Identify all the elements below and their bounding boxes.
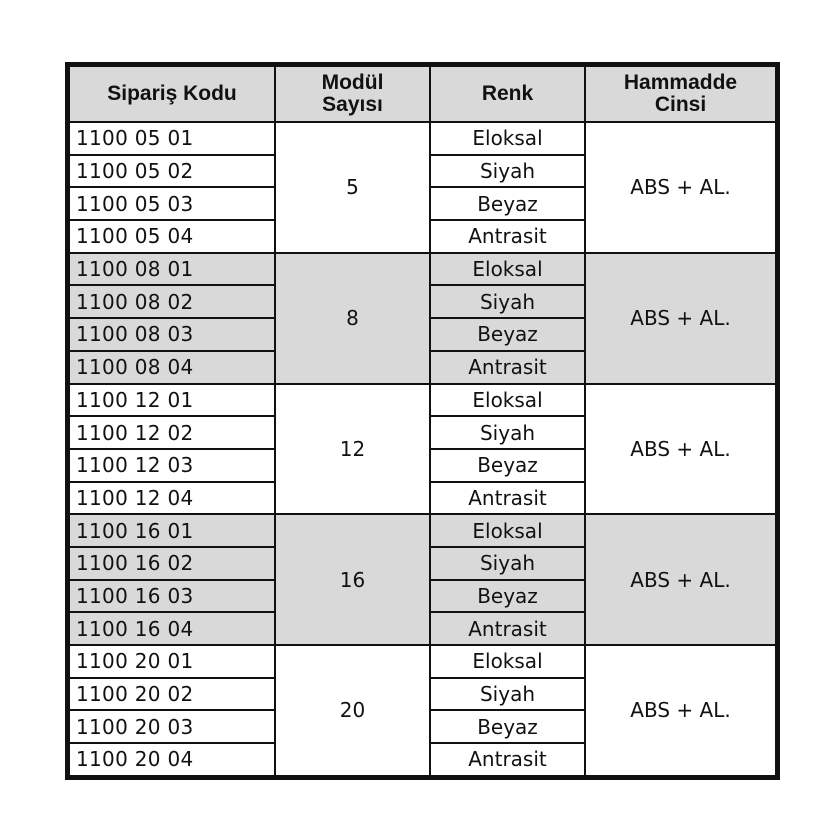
header-material [585, 66, 776, 122]
color-cell: Beyaz [430, 187, 585, 220]
order-code-cell: 1100 05 02 [69, 155, 275, 188]
table-row [69, 122, 776, 155]
order-code-cell: 1100 20 02 [69, 678, 275, 711]
order-code-cell: 1100 12 02 [69, 416, 275, 449]
order-code-cell: 1100 16 01 [69, 514, 275, 547]
table-header [69, 66, 776, 122]
color-cell: Eloksal [430, 645, 585, 678]
color-cell: Beyaz [430, 318, 585, 351]
color-cell: Beyaz [430, 580, 585, 613]
order-code-cell: 1100 05 03 [69, 187, 275, 220]
color-cell: Beyaz [430, 710, 585, 743]
color-cell: Antrasit [430, 743, 585, 776]
module-count-cell: 8 [275, 253, 430, 384]
product-table [68, 65, 777, 777]
color-cell: Siyah [430, 678, 585, 711]
order-code-cell: 1100 16 04 [69, 612, 275, 645]
header-material-line1: Hammadde [623, 71, 738, 94]
order-code-cell: 1100 08 04 [69, 351, 275, 384]
order-code-cell: 1100 12 04 [69, 482, 275, 515]
header-module-line1: Modül [321, 71, 384, 94]
color-cell: Siyah [430, 547, 585, 580]
header-module-count [275, 66, 430, 122]
material-cell: ABS + AL. [585, 122, 776, 253]
order-code-cell: 1100 05 01 [69, 122, 275, 155]
color-cell: Eloksal [430, 384, 585, 417]
color-cell: Antrasit [430, 612, 585, 645]
order-code-cell: 1100 20 03 [69, 710, 275, 743]
table-row [69, 645, 776, 678]
order-code-cell: 1100 20 04 [69, 743, 275, 776]
module-count-cell: 12 [275, 384, 430, 515]
header-color: Renk [430, 66, 585, 122]
color-cell: Antrasit [430, 220, 585, 253]
product-table-frame [65, 62, 780, 780]
material-cell: ABS + AL. [585, 384, 776, 515]
material-cell: ABS + AL. [585, 253, 776, 384]
table-body [69, 122, 776, 776]
material-cell: ABS + AL. [585, 645, 776, 776]
order-code-cell: 1100 08 01 [69, 253, 275, 286]
order-code-cell: 1100 20 01 [69, 645, 275, 678]
table-row [69, 514, 776, 547]
order-code-cell: 1100 16 03 [69, 580, 275, 613]
color-cell: Siyah [430, 155, 585, 188]
color-cell: Beyaz [430, 449, 585, 482]
header-row [69, 66, 776, 122]
table-row [69, 253, 776, 286]
order-code-cell: 1100 12 03 [69, 449, 275, 482]
material-cell: ABS + AL. [585, 514, 776, 645]
order-code-cell: 1100 08 02 [69, 285, 275, 318]
module-count-cell: 16 [275, 514, 430, 645]
order-code-cell: 1100 12 01 [69, 384, 275, 417]
module-count-cell: 5 [275, 122, 430, 253]
order-code-cell: 1100 05 04 [69, 220, 275, 253]
order-code-cell: 1100 16 02 [69, 547, 275, 580]
header-material-line2: Cinsi [654, 93, 707, 116]
order-code-cell: 1100 08 03 [69, 318, 275, 351]
color-cell: Eloksal [430, 514, 585, 547]
color-cell: Siyah [430, 416, 585, 449]
color-cell: Antrasit [430, 482, 585, 515]
color-cell: Siyah [430, 285, 585, 318]
header-order-code: Sipariş Kodu [69, 66, 275, 122]
table-row [69, 384, 776, 417]
color-cell: Eloksal [430, 122, 585, 155]
header-module-line2: Sayısı [322, 93, 383, 116]
module-count-cell: 20 [275, 645, 430, 776]
color-cell: Eloksal [430, 253, 585, 286]
color-cell: Antrasit [430, 351, 585, 384]
